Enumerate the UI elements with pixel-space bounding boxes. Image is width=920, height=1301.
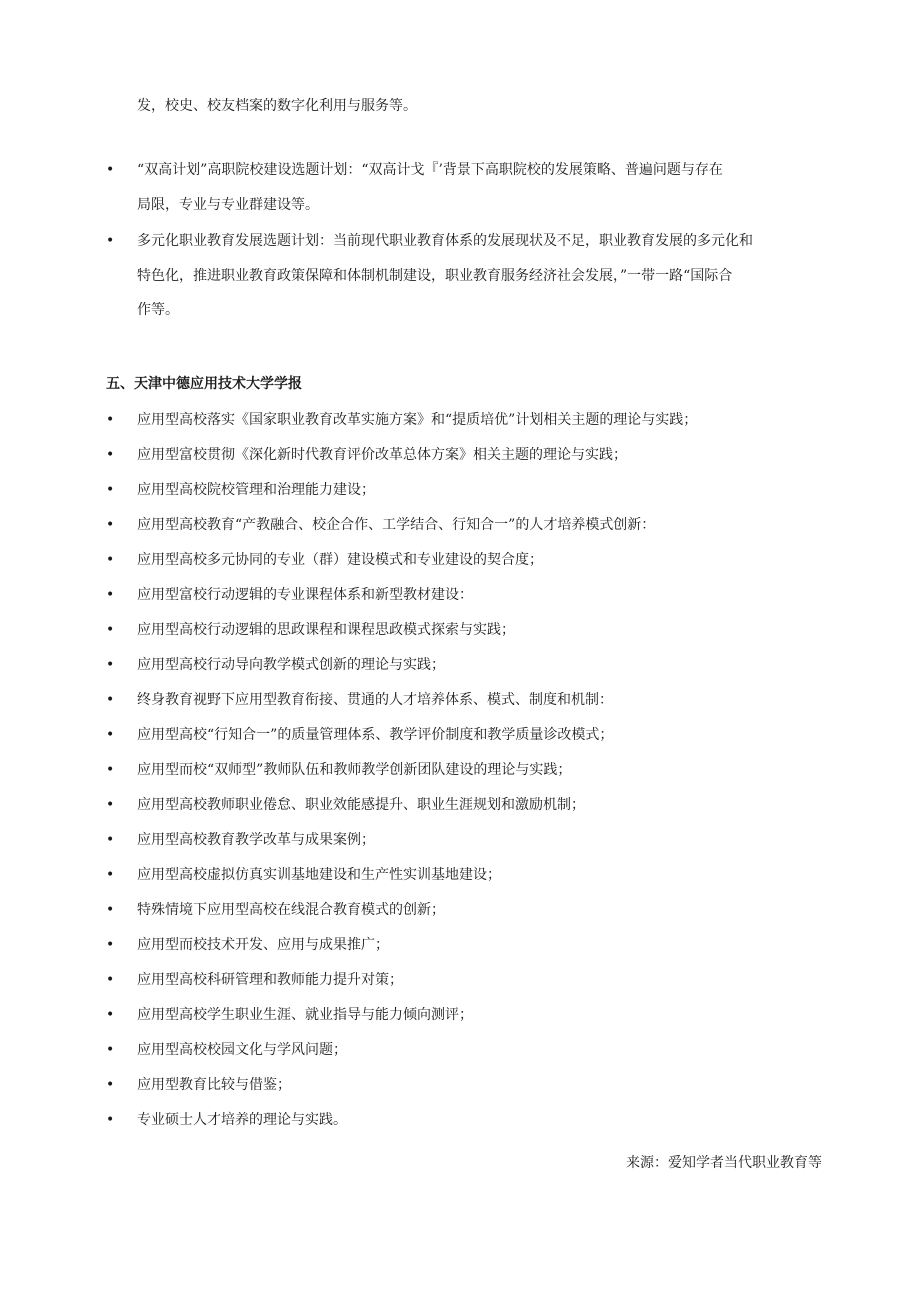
bullet-marker: • [106, 727, 115, 743]
bullet-marker: • [106, 797, 115, 813]
bullet-marker: • [106, 1077, 115, 1093]
bullet-marker: • [106, 832, 115, 848]
list-item-text: 应用型高校学生职业生涯、就业指导与能力倾向测评； [137, 1007, 473, 1023]
bullet-line: 特色化，推进职业教育政策保障和体制机制建设，职业教育服务经济社会发展，”一带一路“国际合 [137, 268, 733, 284]
section-heading: 五、天津中德应用技术大学学报 [106, 376, 302, 392]
bullet-marker: • [106, 937, 115, 953]
bullet-marker: • [106, 552, 115, 568]
bullet-line: “双高计划”高职院校建设选题计划：“双高计戈『’背景下高职院校的发展策略、普遍问题与存在 [137, 162, 723, 178]
list-item-text: 应用型富校行动逻辑的专业课程体系和新型教材建设： [137, 587, 473, 603]
list-item-text: 应用型高校“行知合一”的质量管理体系、教学评价制度和教学质量诊改模式； [137, 727, 614, 743]
bullet-marker: • [106, 587, 115, 603]
bullet-marker: • [106, 412, 115, 428]
continued-paragraph: 发，校史、校友档案的数字化利用与服务等。 [137, 98, 417, 114]
bullet-marker: • [106, 517, 115, 533]
bullet-marker: • [106, 762, 115, 778]
list-item-text: 应用型而校“双师型”教师队伍和教师教学创新团队建设的理论与实践； [137, 762, 572, 778]
list-item-text: 应用型高校校园文化与学风问题； [137, 1042, 347, 1058]
list-item-text: 应用型高校行动导向教学模式创新的理论与实践； [137, 657, 445, 673]
bullet-marker: • [106, 867, 115, 883]
bullet-marker: • [106, 692, 115, 708]
source-note: 来源：爱知学者当代职业教育等 [626, 1155, 822, 1171]
bullet-line: 作等。 [137, 302, 179, 318]
list-item-text: 应用型而校技术开发、应用与成果推广； [137, 937, 389, 953]
bullet-line: 局限，专业与专业群建设等。 [137, 197, 319, 213]
list-item-text: 应用型高校教师职业倦怠、职业效能感提升、职业生涯规划和激励机制； [137, 797, 585, 813]
bullet-marker: • [106, 233, 115, 249]
list-item-text: 应用型高校多元协同的专业（群）建设模式和专业建设的契合度； [137, 552, 543, 568]
bullet-marker: • [106, 1112, 115, 1128]
list-item-text: 终身教育视野下应用型教育衔接、贯通的人才培养体系、模式、制度和机制： [137, 692, 613, 708]
list-item-text: 专业硕士人才培养的理论与实践。 [137, 1112, 347, 1128]
bullet-marker: • [106, 162, 115, 178]
list-item-text: 应用型高校科研管理和教师能力提升对策； [137, 972, 403, 988]
list-item-text: 应用型高校虚拟仿真实训基地建设和生产性实训基地建设； [137, 867, 501, 883]
bullet-marker: • [106, 972, 115, 988]
bullet-marker: • [106, 622, 115, 638]
bullet-marker: • [106, 447, 115, 463]
bullet-marker: • [106, 1007, 115, 1023]
bullet-marker: • [106, 657, 115, 673]
list-item-text: 应用型教育比较与借鉴； [137, 1077, 291, 1093]
list-item-text: 应用型高校行动逻辑的思政课程和课程思政模式探索与实践； [137, 622, 515, 638]
list-item-text: 应用型富校贯彻《深化新时代教育评价改革总体方案》相关主题的理论与实践； [137, 447, 627, 463]
bullet-marker: • [106, 902, 115, 918]
list-item-text: 应用型高校院校管理和治理能力建设； [137, 482, 375, 498]
bullet-marker: • [106, 1042, 115, 1058]
bullet-marker: • [106, 482, 115, 498]
list-item-text: 应用型高校落实《国家职业教育改革实施方案》和“提质培优”计划相关主题的理论与实践； [137, 412, 698, 428]
list-item-text: 应用型高校教育“产教融合、校企合作、工学结合、行知合一”的人才培养模式创新： [137, 517, 656, 533]
bullet-line: 多元化职业教育发展选题计划：当前现代职业教育体系的发展现状及不足，职业教育发展的多元化和 [137, 233, 753, 249]
list-item-text: 应用型高校教育教学改革与成果案例； [137, 832, 375, 848]
list-item-text: 特殊情境下应用型高校在线混合教育模式的创新； [137, 902, 445, 918]
